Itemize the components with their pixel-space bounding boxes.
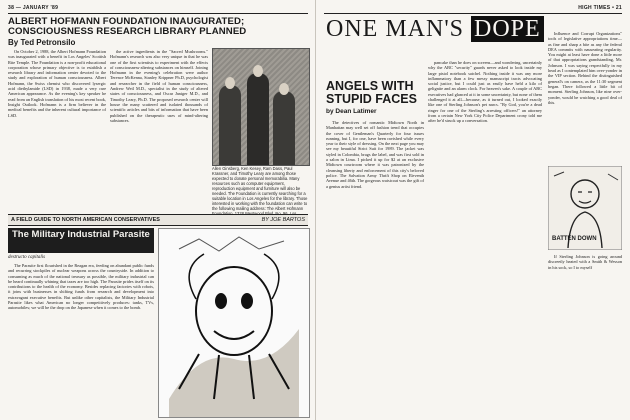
hofmann-column-1	[8, 49, 106, 209]
right-page	[316, 0, 630, 420]
military-parasite-subtitle: destructo capitalis	[8, 255, 46, 260]
military-parasite-title: The Military Industrial Parasite	[8, 228, 154, 253]
angels-headline: ANGELS WITH STUPID FACES	[326, 79, 417, 106]
group-photo	[212, 48, 310, 166]
angels-column-3	[548, 31, 622, 161]
right-folio: HIGH TIMES • 21	[578, 5, 622, 11]
column-logo	[326, 16, 544, 43]
angels-column-2	[428, 60, 542, 368]
angels-col3-text: Influence and Corrupt Organizations" tools of legislative appropriations time—as fine and sharp a bite as any the federal DEA commits with nauseating regularity. You might at least have done a little more of that appropriations grandstanding, Mr. Johnson. I was saying respectfully in my head as I contemplated him over-yonder in the VIP section. Behind the distinguished general's on camera, as the 11:30 segment began. There followed a little bit of moment. Sterling Johnson, like nine over-yonder, would be watching a good deal of this.	[548, 31, 622, 105]
photo-caption: Allen Ginsberg, Ken Kesey, Ram Dass, Paul Krassner, and Timothy Leary are among those expected to donate personal memorabilia. Many resources such as computer equipment, reproduction equipment and furniture will also be needed. The Foundation is currently searching for a suitable location in Los Angeles for the library. Those interested in working with the foundation can write to the following mailing address: The Albert Hofmann	[212, 166, 308, 211]
parasite-illustration	[159, 229, 309, 417]
hofmann-column-2	[110, 49, 208, 209]
logo-part-b: DOPE	[471, 16, 544, 42]
military-parasite-text: The Parasite first flourished in the Reagan era, feeding on abundant public funds and recurring stockpiles of nuclear weapons across the countryside. In addition to consuming as much of the national treasury as possible, the military industrial can be heard continually whining that taxes are too high. The Parasite prides itself on its contributions to the health of the economy. Besides replacing factories with robots, it joins with businesses in shifting funds from research and development into extravagant executive benefits. But unlike other capitalists, the Military Industrial Parasite likes what American no longer competitively produces: tanks, TVs, automobiles; we will be the drop on the Japanese when it comes to the bomb.	[8, 263, 154, 311]
parasite-cartoon	[158, 228, 310, 418]
top-rule	[8, 13, 308, 14]
sketch-label: BATTEN DOWN	[552, 236, 597, 242]
logo-dek-text	[326, 50, 390, 55]
left-folio: 38 — JANUARY '89	[8, 5, 59, 11]
angels-column-1	[326, 120, 424, 416]
sketch-drawing	[548, 166, 622, 250]
hofmann-byline: By Ted Petronsilo	[8, 38, 76, 47]
angels-column-4	[548, 254, 622, 416]
field-guide-title: A FIELD GUIDE TO NORTH AMERICAN CONSERVATIVES	[11, 217, 160, 223]
hofmann-col2-text: the active ingredients in the "Sacred Mushrooms." Hofmann's research was also very unique in that he was one of the first scientists to experiment with the effects of consciousness-altering substances on himself. Joining Hofmann in the evening's celebration were author Terence McKenna, Stanley Krippner Ph.D, psychologist and researcher in the field of human consciousness, Andrew Weil M.D., specialist in the study of altered states of consciousness, and Oscar Janiger M.D., and Timothy Leary, Ph.D. The proposed research center will house the many scattered and isolated thousands of scientific articles and bits of information that have been published on the therapeutic uses of mind-altering substances.	[110, 49, 208, 123]
hofmann-headline: ALBERT HOFMANN FOUNDATION INAUGURATED; CONSCIOUSNESS RESEARCH LIBRARY PLANNED	[8, 16, 247, 38]
angels-byline: by Dean Latimer	[326, 108, 377, 115]
angels-col1-text: The detectives of romantic Midtown North in Manhattan may well set off fashion trend that occupies the cover of Gentleman's Quarterly for four issues running, but I, for one, have been ravished while every year to their style of dressing. On the next page you may see my beautiful Strict Suit for 1989. The jacket was styled in Colombia, brags the label, and was first sold in a salon in Lima. I picked it up for $2 at an exclusive Midtown courtroom where it was patronized by the cleansing liberty and enforcement of this city's beloved police. The Salvation Army Thrift Shop on Eleventh Avenue and 46th. The gorgeous waistcoat was the gift of a genius artist friend.	[326, 120, 424, 189]
field-guide-bar	[8, 214, 308, 226]
logo-part-a: ONE MAN'S	[326, 16, 471, 42]
field-guide-author: BY JOE BARTOS	[261, 217, 305, 223]
hofmann-col1-text: On October 2, 1988, the Albert Hofmann Foundation was inaugurated with a benefit in Los Angeles' Scottish Rite Temple. The Foundation is a non-profit educational corporation whose primary objective is to establish a research library and information center devoted to the study and exploration of human consciousness. Albert Hofmann, the Swiss chemist who discovered lysergic acid diethylamide (LSD) in 1938, made a very rare American appearance. As the evening's key speaker he read from an English translation of his most recent book, Insight Outlook. Hofmann is a firm believer in the medical benefits and the inherent cultural importance of LSD.	[8, 49, 106, 118]
right-top-rule	[324, 13, 622, 14]
logo-dek	[326, 50, 390, 78]
military-parasite-body	[8, 263, 154, 416]
angels-col2-text: pancake than he does on screens—and wondering, uncertainly why the ABC "security" guards never asked to look inside my large pistol notebook satchel. Nothing inside it was any more inflammatory than a few messy manuscript tracts advocating social justice, but I could just as easily have held a kilo of gelignite and an alarm clock. For heaven's sake. A couple of ABC executives had glanced at it in some uncertainty, but none of them challenged it at all—because, as it turned out, I looked exactly like one of Sterling Johnson's pet narcs. "By God, you're a dead ringer for one of the Sterling's arresting officers!" an attorney from a certain New York City Police Department crony told me after he'd struck up a conversation.	[428, 60, 542, 124]
angels-quote-text: If Sterling Johnson is going around discreetly heated with a Smith & Wesson in his sock, so I to myself	[548, 254, 622, 270]
